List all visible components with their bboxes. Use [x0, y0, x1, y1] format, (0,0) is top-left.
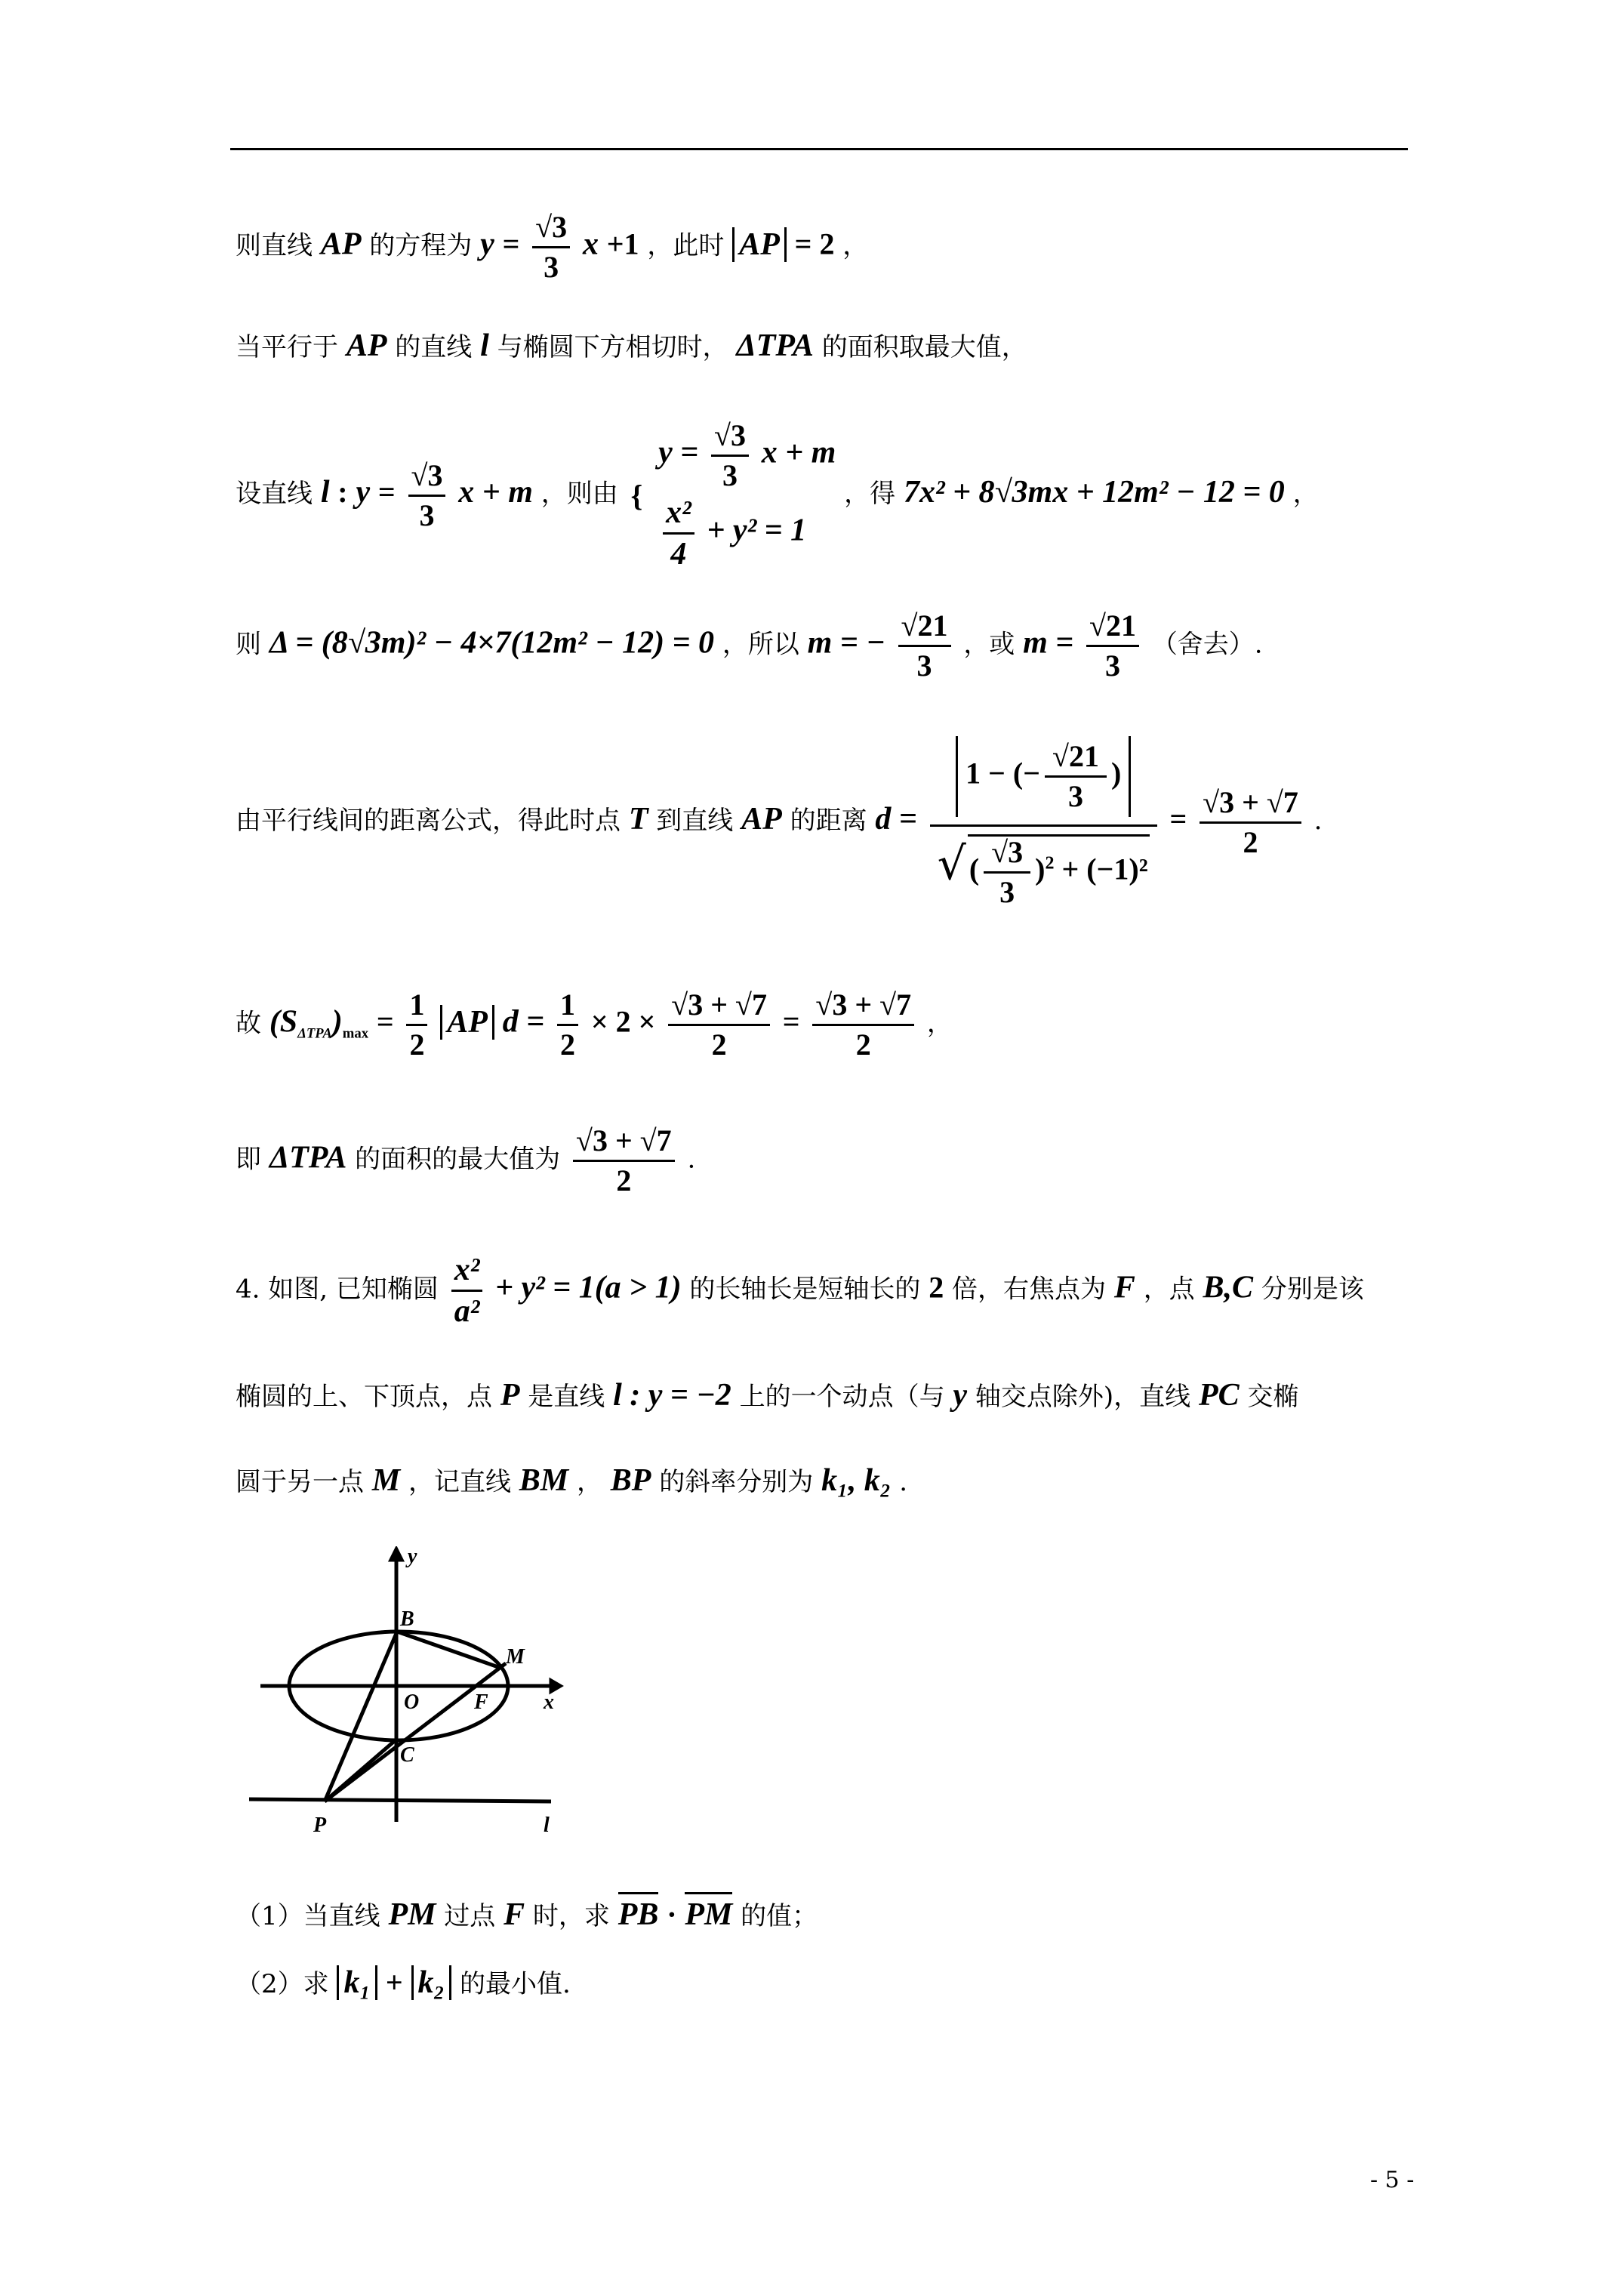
fraction-denominator: 2: [1243, 824, 1258, 859]
math-ap: AP: [346, 328, 387, 363]
fraction-denominator: a²: [454, 1294, 480, 1330]
label-m: M: [506, 1645, 525, 1669]
fraction-numerator: √3 + √7: [573, 1125, 675, 1162]
fraction-numerator: √21: [1045, 741, 1107, 778]
math-term: +1: [606, 227, 639, 261]
abs-ap: AP: [732, 227, 787, 262]
fraction: [1086, 610, 1139, 682]
math-pc: PC: [1198, 1378, 1240, 1413]
system-row-2: [658, 496, 836, 571]
fraction-denominator: 3: [1105, 649, 1121, 683]
fraction-numerator: 1: [406, 989, 427, 1026]
abs-k2: k₂: [411, 1965, 452, 2000]
math-subscript: ΔTPA: [297, 1025, 332, 1042]
fraction: [557, 989, 578, 1061]
text: 过点: [444, 1901, 496, 1931]
math-colon: :: [337, 475, 348, 510]
math-y: y: [480, 227, 494, 262]
fraction: [532, 211, 570, 283]
math-slopes: k₁, k₂: [821, 1463, 892, 1498]
question-4-line-2: [236, 1376, 1298, 1413]
math-bc: B,C: [1203, 1270, 1254, 1305]
text: 分别是该: [1261, 1274, 1364, 1305]
text: ，所以: [722, 629, 799, 660]
text: ，: [842, 230, 869, 261]
math-ap: AP: [741, 802, 782, 837]
vector-label: PB: [617, 1897, 659, 1932]
math-minus: −: [1023, 756, 1040, 791]
text: ，或: [963, 629, 1015, 660]
text: ，记直线: [408, 1467, 511, 1497]
text: 则直线: [236, 230, 313, 261]
distance-fraction: [930, 736, 1157, 908]
text: 的值；: [741, 1901, 818, 1931]
question-4-line-3: [236, 1461, 907, 1499]
text: ，: [1292, 479, 1319, 510]
text: ，得: [844, 479, 896, 510]
label-x: x: [544, 1690, 554, 1714]
equation-system: [658, 415, 836, 575]
fraction-numerator: √3: [408, 460, 446, 497]
vector-pm: [685, 1897, 732, 1933]
math-subscript-max: max: [342, 1025, 369, 1042]
math-y: y: [953, 1378, 968, 1413]
fraction: [1045, 741, 1107, 812]
fraction: [406, 989, 427, 1061]
label-y: y: [408, 1546, 417, 1568]
math-term: x + m: [761, 435, 836, 470]
subquestion-1: [236, 1895, 818, 1933]
text: 圆于另一点: [236, 1467, 364, 1497]
text: （舍去）.: [1151, 629, 1263, 660]
math-bm: BM: [519, 1463, 569, 1498]
vector-arrow-icon: [618, 1892, 659, 1894]
y-axis-arrow: [391, 1549, 402, 1560]
vector-arrow-icon: [685, 1892, 732, 1894]
math-line-l: l : y = −2: [613, 1378, 731, 1413]
math-d: d =: [875, 802, 917, 837]
math-y: y: [356, 475, 371, 510]
segment-pm: [325, 1663, 506, 1801]
math-term: x + m: [458, 475, 533, 510]
fraction-denominator: 2: [560, 1028, 576, 1062]
fraction-numerator: x²: [451, 1253, 483, 1292]
fraction-denominator: 3: [916, 649, 932, 683]
math-t: T: [628, 802, 648, 837]
radical-sign: √: [937, 837, 966, 891]
solution-line-4: [236, 610, 1263, 682]
text: 则: [236, 629, 261, 660]
math-x: x: [582, 227, 599, 262]
text: 与椭圆下方相切时，: [497, 332, 728, 362]
text: ，此时: [647, 230, 725, 261]
label-p: P: [313, 1814, 327, 1837]
fraction-denominator: 4: [670, 537, 687, 572]
text: （2）求: [236, 1969, 329, 1999]
text: 的斜率分别为: [659, 1467, 814, 1497]
text: 即: [236, 1144, 261, 1175]
fraction-denominator: 3: [419, 498, 435, 532]
text: 的最小值.: [460, 1969, 571, 1999]
label-l: l: [544, 1814, 550, 1837]
math-f: F: [1113, 1270, 1135, 1305]
text: .: [1313, 806, 1323, 836]
fraction: [711, 420, 749, 492]
solution-line-7: [236, 1125, 695, 1197]
math-term: + y² = 1: [707, 513, 807, 548]
text: 的面积取最大值，: [821, 332, 1027, 362]
subquestion-2: [236, 1963, 571, 2000]
math-plus: +: [385, 1965, 403, 1999]
fraction-denominator: 3: [722, 458, 738, 492]
math-pm: PM: [388, 1897, 436, 1932]
ellipse-figure: [249, 1546, 566, 1845]
text: 由平行线间的距离公式，得此时点: [236, 806, 621, 836]
page-number: - 5 -: [1370, 2167, 1415, 2193]
solution-line-1: [236, 211, 868, 283]
math-dot: ·: [667, 1897, 677, 1931]
text: 到直线: [656, 806, 734, 836]
math-f: F: [504, 1897, 525, 1932]
text: ，则由: [540, 479, 618, 510]
math-eq: =: [1169, 802, 1187, 836]
fraction-numerator: √21: [1086, 610, 1139, 647]
text: ，: [926, 1008, 953, 1039]
fraction-numerator: √3 + √7: [1200, 787, 1301, 824]
question-4-line-1: [236, 1253, 1364, 1328]
text: 上的一个动点（与: [739, 1382, 945, 1412]
distance-numerator: [930, 736, 1157, 827]
system-row-1: [658, 420, 836, 492]
text: .: [687, 1144, 696, 1175]
text: 交椭: [1247, 1382, 1299, 1412]
fraction: [663, 496, 694, 571]
fraction-numerator: x²: [663, 496, 694, 535]
fraction: [1200, 784, 1301, 859]
fraction-numerator: √3 + √7: [668, 989, 770, 1026]
label-f: F: [474, 1690, 488, 1714]
fraction: [451, 1253, 483, 1328]
label-c: C: [400, 1743, 414, 1767]
solution-line-6: [236, 989, 953, 1061]
math-triangle: ΔTPA: [269, 1140, 347, 1176]
math-eq: =: [376, 1004, 394, 1039]
text: .: [899, 1467, 907, 1497]
text: 设直线: [236, 479, 313, 510]
abs-expression: 1 − (− $\frac{√21}{3}$ ): [956, 736, 1131, 817]
fraction: [573, 1125, 675, 1197]
fraction-denominator: 2: [711, 1028, 727, 1062]
label-b: B: [400, 1607, 414, 1631]
vector-label: PM: [685, 1897, 733, 1932]
math-ellipse-equation: + y² = 1(a > 1): [495, 1270, 682, 1305]
solution-line-3: [236, 415, 1319, 575]
math-term: d =: [502, 1004, 545, 1040]
fraction-numerator: 1: [557, 989, 578, 1026]
fraction: [812, 989, 914, 1061]
label-o: O: [404, 1690, 420, 1714]
fraction-numerator: √21: [898, 610, 951, 647]
text: 轴交点除外)，直线: [975, 1382, 1191, 1412]
text: ，: [576, 1467, 602, 1497]
solution-line-5: [236, 736, 1322, 908]
math-result: 7x² + 8√3mx + 12m² − 12 = 0: [903, 475, 1285, 510]
fraction-numerator: √3 + √7: [812, 989, 914, 1026]
fraction: [408, 460, 446, 532]
math-eq: =: [502, 227, 520, 261]
text: 的直线: [395, 332, 473, 362]
vector-pb: [618, 1897, 659, 1933]
fraction-denominator: 2: [855, 1028, 871, 1062]
math-triangle: ΔTPA: [736, 328, 814, 363]
fraction-numerator: √3: [711, 420, 749, 457]
math-eq: =: [782, 1004, 800, 1039]
text: 当平行于: [236, 332, 338, 362]
text: 的距离: [790, 806, 867, 836]
math-bp: BP: [610, 1463, 651, 1498]
fraction-numerator: √3: [532, 211, 570, 248]
math-term: = 2: [794, 227, 835, 261]
math-term: y =: [658, 435, 699, 470]
fraction: [898, 610, 951, 682]
text: 故: [236, 1008, 261, 1039]
text: （1）当直线: [236, 1901, 380, 1931]
math-eq: =: [377, 475, 396, 510]
fraction-denominator: 3: [1067, 779, 1083, 813]
fraction: [984, 837, 1030, 908]
fraction-denominator: 3: [999, 875, 1015, 909]
text: 倍，右焦点为: [952, 1274, 1107, 1305]
math-l: l: [480, 328, 489, 363]
math-term: + (−1)²: [1061, 852, 1148, 886]
radicand: ( $\frac{√3}{3}$ )$^2$ + (−1)²: [969, 835, 1148, 909]
math-term: m = −: [807, 625, 885, 661]
text: 的面积的最大值为: [355, 1144, 561, 1175]
math-m: M: [371, 1463, 401, 1498]
math-term: 1 −: [965, 756, 1013, 791]
abs-k1: k₁: [337, 1965, 377, 2000]
line-l: [249, 1799, 551, 1801]
solution-line-2: [236, 326, 1027, 364]
system-brace: {: [630, 478, 643, 513]
fraction-numerator: √3: [984, 837, 1030, 874]
text: 的方程为: [369, 230, 473, 261]
fraction-denominator: 2: [409, 1028, 425, 1062]
math-s: (S: [269, 1004, 298, 1040]
text: 椭圆的上、下顶点，点: [236, 1382, 492, 1412]
distance-denominator: [930, 827, 1157, 908]
text: ，点: [1143, 1274, 1195, 1305]
text: 的长轴长是短轴长的: [689, 1274, 921, 1305]
math-p: P: [500, 1378, 520, 1413]
math-number: 2: [929, 1270, 944, 1305]
math-term: m =: [1023, 625, 1074, 661]
math-discriminant: Δ = (8√3m)² − 4×7(12m² − 12) = 0: [269, 625, 715, 661]
text: 时，求: [532, 1901, 610, 1931]
math-ap: AP: [320, 227, 362, 262]
fraction-denominator: 2: [616, 1163, 632, 1197]
fraction: [668, 989, 770, 1061]
x-axis-arrow: [551, 1681, 560, 1691]
header-rule: [230, 148, 1408, 150]
math-l: l: [320, 475, 330, 510]
math-paren: ): [331, 1004, 343, 1040]
text: 是直线: [528, 1382, 605, 1412]
text: 4. 如图, 已知椭圆: [236, 1274, 439, 1305]
fraction-denominator: 3: [544, 250, 559, 284]
abs-ap: AP: [440, 1005, 494, 1040]
math-term: × 2 ×: [590, 1004, 656, 1039]
